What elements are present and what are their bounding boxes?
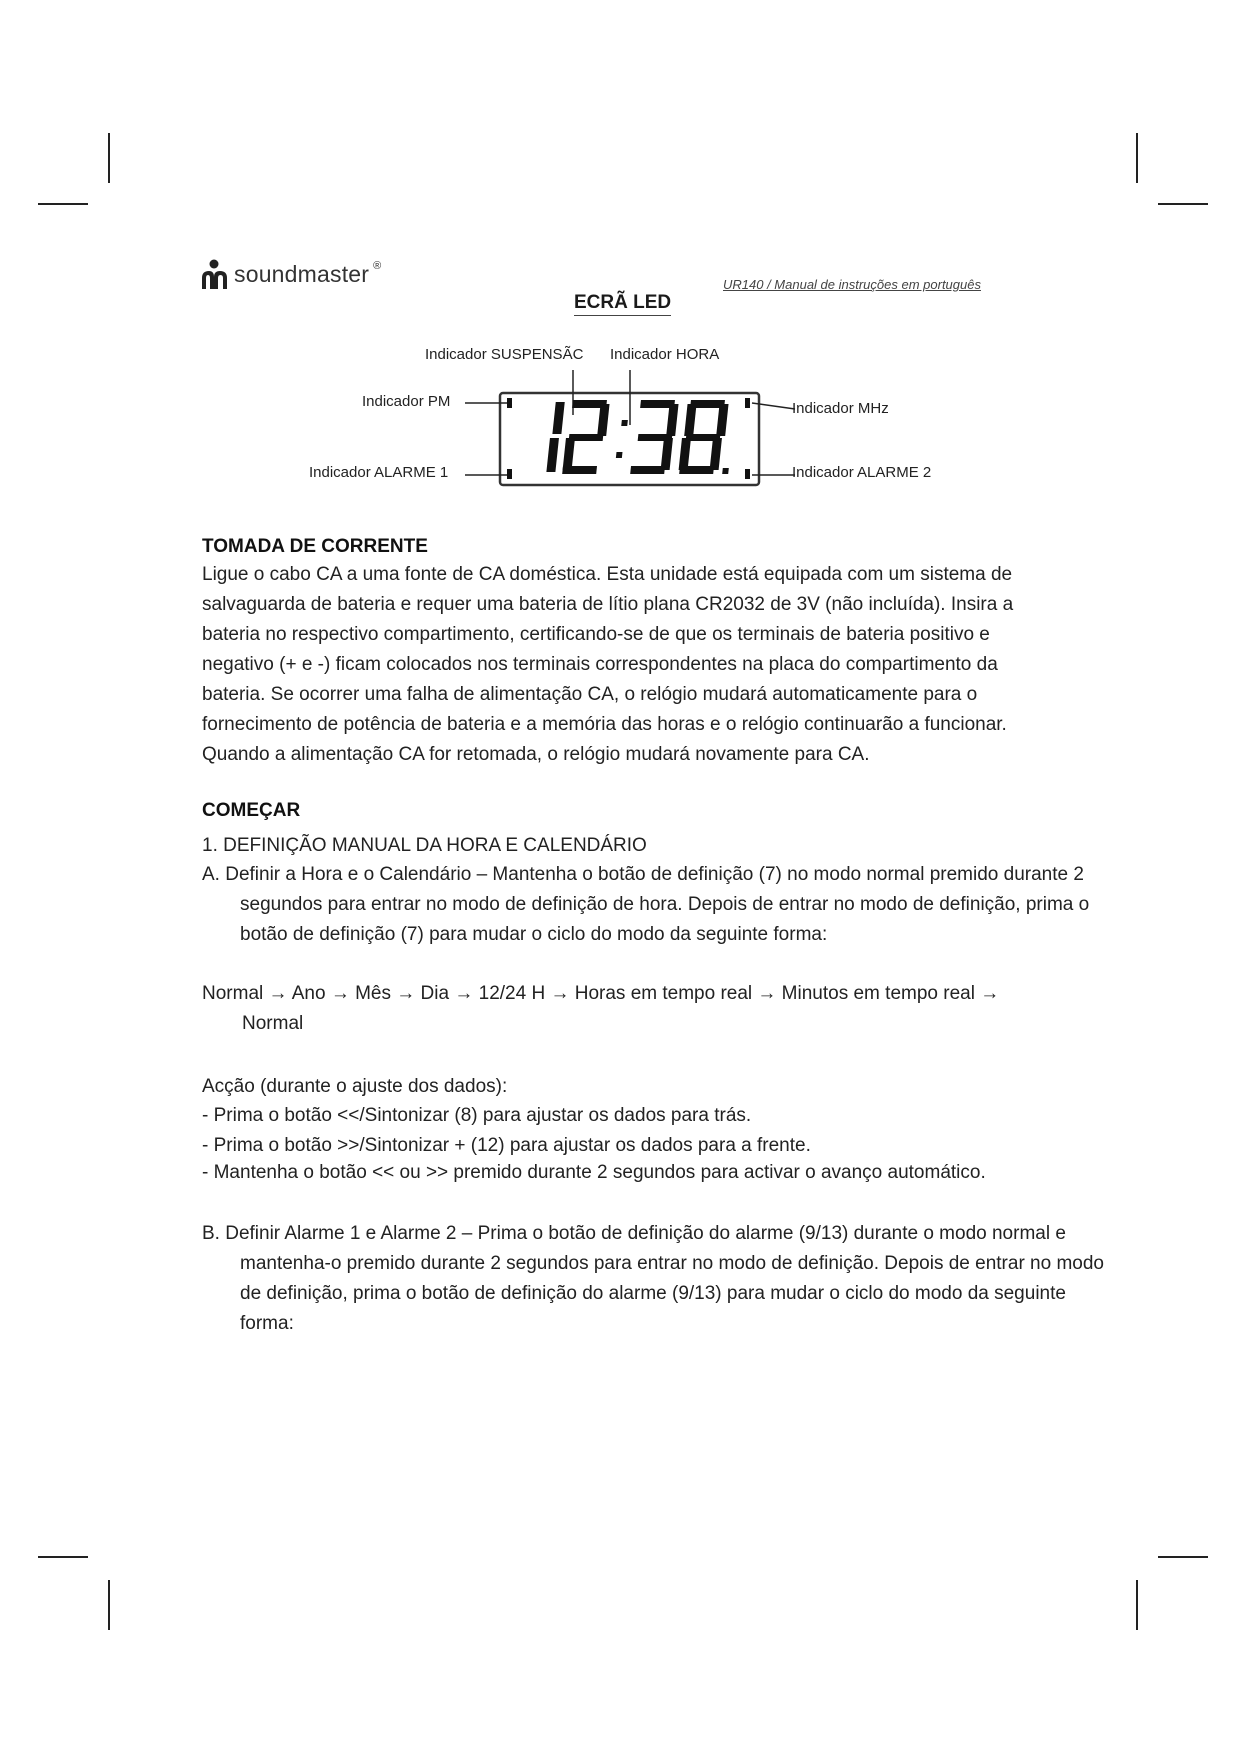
- registered-mark: ®: [373, 260, 382, 272]
- mode-cycle-line: Normal → Ano → Mês → Dia → 12/24 H → Horas em tempo real → Minutos em tempo real →: [202, 983, 1000, 1004]
- crop-mark-bottom-left-h: [38, 1556, 88, 1558]
- crop-mark-bottom-left-v: [108, 1580, 110, 1630]
- label-sleep-indicator: Indicador SUSPENSÃC: [425, 346, 584, 363]
- document-reference: UR140 / Manual de instruções em português: [723, 277, 981, 292]
- label-pm-indicator: Indicador PM: [362, 393, 451, 410]
- alarm2-indicator-segment: [745, 469, 750, 479]
- action-item: - Prima o botão <</Sintonizar (8) para ajustar os dados para trás.: [202, 1105, 752, 1126]
- action-heading: Acção (durante o ajuste dos dados):: [202, 1076, 508, 1097]
- label-alarm1-indicator: Indicador ALARME 1: [309, 464, 449, 481]
- crop-mark-bottom-right-v: [1136, 1580, 1138, 1630]
- label-alarm2-indicator: Indicador ALARME 2: [792, 464, 932, 481]
- mhz-indicator-segment: [745, 398, 750, 408]
- action-item: - Mantenha o botão << ou >> premido durante 2 segundos para activar o avanço automático.: [202, 1162, 986, 1183]
- start-section-heading: COMEÇAR: [202, 800, 301, 821]
- pm-indicator-segment: [507, 398, 512, 408]
- mode-cycle-line-end: Normal: [242, 1013, 304, 1034]
- action-item: - Prima o botão >>/Sintonizar + (12) para ajustar os dados para a frente.: [202, 1135, 811, 1156]
- label-hour-indicator: Indicador HORA: [610, 346, 720, 363]
- set-time-calendar-paragraph: A. Definir a Hora e o Calendário – Mantenha o botão de definição (7) no modo normal premido durante 2 segundos para entrar no modo de definição de hora. Depois de entrar no modo de definição, prima o botão de definição (7) para mudar o ciclo do modo da seguinte forma:: [202, 864, 1090, 945]
- manual-time-calendar-item: 1. DEFINIÇÃO MANUAL DA HORA E CALENDÁRIO: [202, 835, 647, 856]
- power-section-body: Ligue o cabo CA a uma fonte de CA doméstica. Esta unidade está equipada com um sistema de salvaguarda de bateria e requer uma bateria de lítio plana CR2032 de 3V (não incluída). Insira a bateria no respectivo compartimento, certificando-se de que os terminais de bateria positivo e negativo (+ e -) ficam colocados nos terminais correspondentes na placa do compartimento da bateria. Se ocorrer uma falha de alimentação CA, o relógio mudará automaticamente para o fornecimento de potência de bateria e a memória das horas e o relógio continuarão a funcionar. Quando a alimentação CA for retomada, o relógio mudará novamente para CA.: [202, 564, 1014, 765]
- power-section-heading: TOMADA DE CORRENTE: [202, 536, 428, 557]
- led-screen-title: ECRÃ LED: [574, 291, 671, 316]
- label-mhz-indicator: Indicador MHz: [792, 400, 889, 417]
- crop-mark-bottom-right-h: [1158, 1556, 1208, 1558]
- led-digits: [546, 400, 736, 474]
- led-display-diagram: [0, 0, 1241, 520]
- brand-name: soundmaster: [234, 260, 370, 287]
- alarm1-indicator-segment: [507, 469, 512, 479]
- set-alarm-paragraph: B. Definir Alarme 1 e Alarme 2 – Prima o botão de definição do alarme (9/13) durante o modo normal e mantenha-o premido durante 2 segundos para entrar no modo de definição. Depois de entrar no modo de definição, prima o botão de definição do alarme (9/13) para mudar o ciclo do modo da seguinte forma:: [202, 1223, 1104, 1334]
